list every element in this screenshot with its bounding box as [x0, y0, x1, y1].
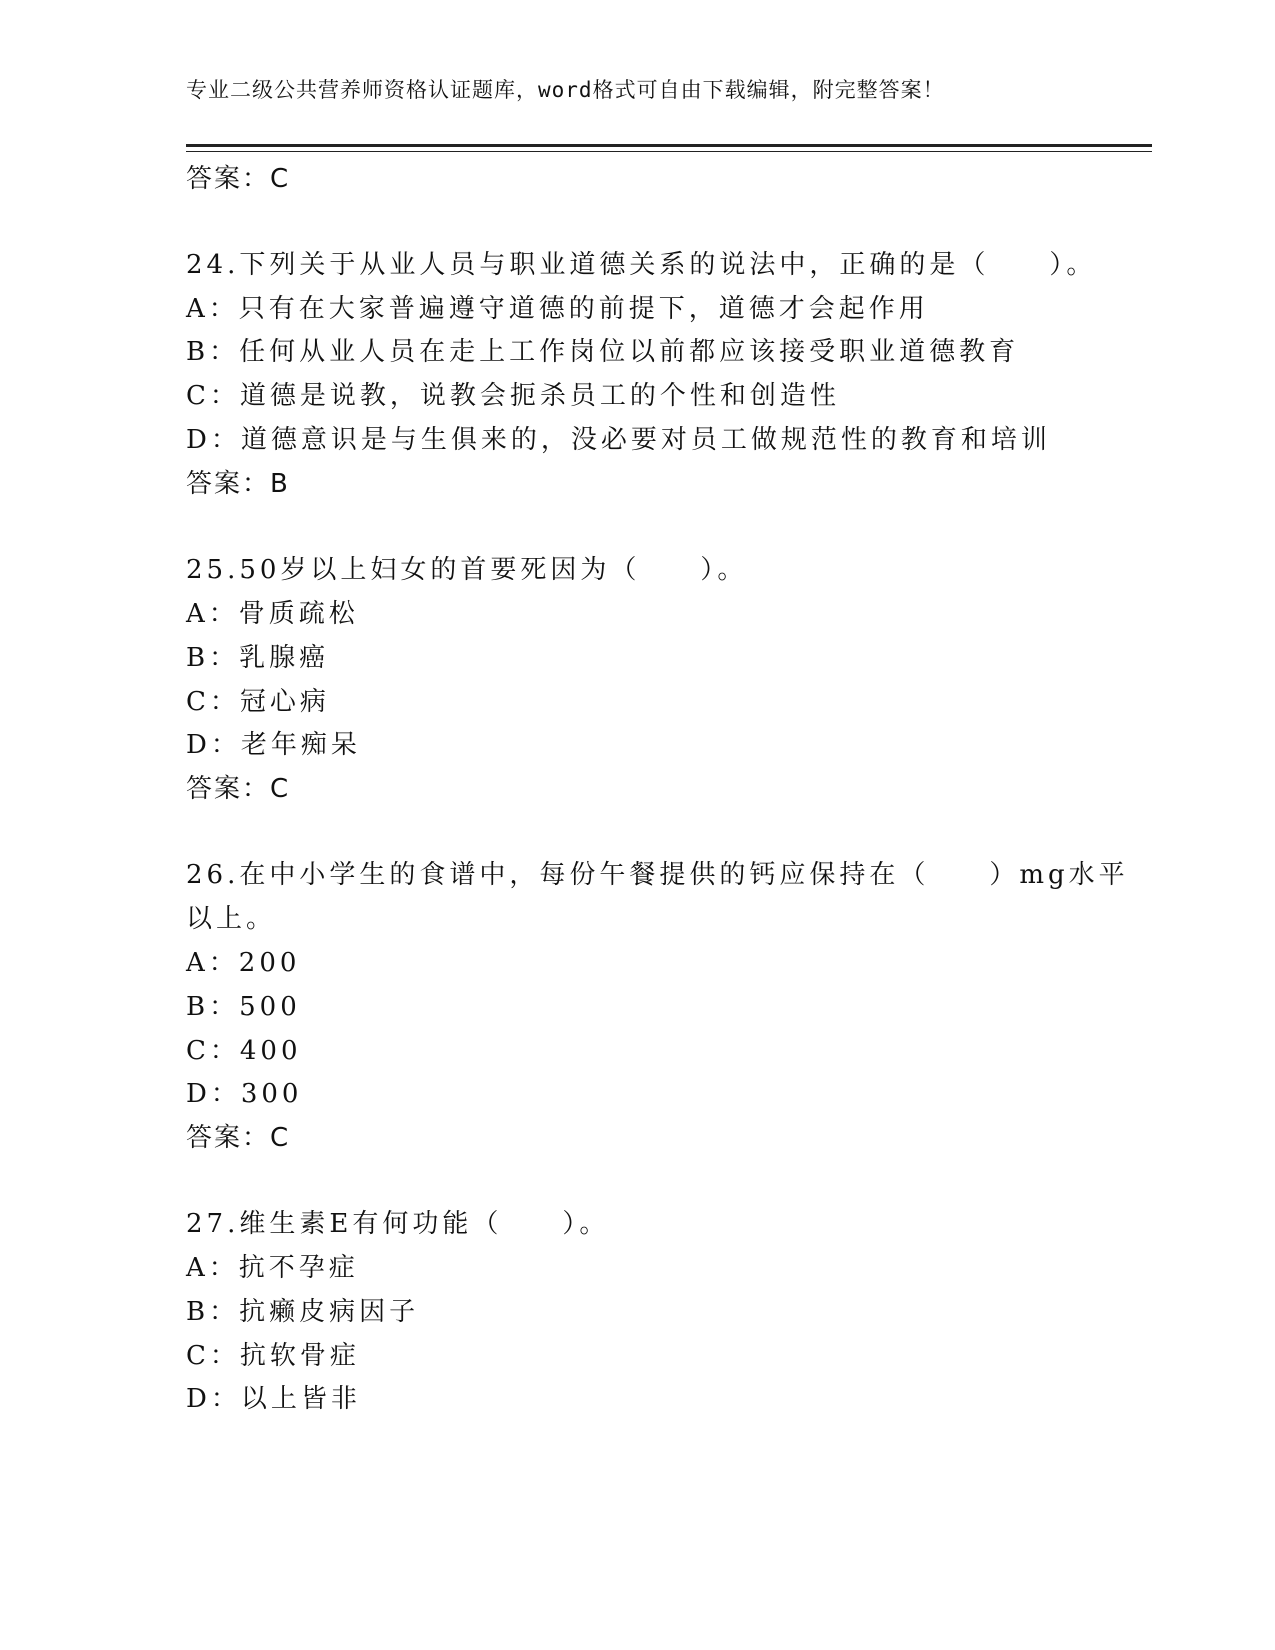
header-rule-thin [186, 151, 1152, 152]
question-27-option-d: D：以上皆非 [186, 1384, 361, 1414]
question-24-option-b: B：任何从业人员在走上工作岗位以前都应该接受职业道德教育 [186, 337, 1020, 367]
question-26-option-a: A：200 [186, 948, 301, 978]
question-27-stem: 27.维生素E有何功能（ ）。 [186, 1209, 610, 1239]
question-26-stem-continued: 以上。 [186, 904, 277, 934]
header-rule-thick [186, 144, 1152, 147]
question-25-stem: 25.50岁以上妇女的首要死因为（ ）。 [186, 555, 748, 585]
question-27-option-b: B：抗癞皮病因子 [186, 1297, 420, 1327]
question-26-option-d: D：300 [186, 1079, 303, 1109]
question-25-option-b: B：乳腺癌 [186, 643, 330, 673]
question-24-option-d: D：道德意识是与生俱来的，没必要对员工做规范性的教育和培训 [186, 425, 1051, 455]
question-24-option-a: A：只有在大家普遍遵守道德的前提下，道德才会起作用 [186, 294, 929, 324]
question-25-option-d: D：老年痴呆 [186, 730, 361, 760]
page-header: 专业二级公共营养师资格认证题库，word格式可自由下载编辑，附完整答案！ [186, 78, 945, 102]
answer-25: 答案：C [186, 774, 291, 804]
question-25-option-c: C：冠心病 [186, 687, 330, 717]
question-26-option-c: C：400 [186, 1036, 302, 1066]
answer-23: 答案：C [186, 164, 291, 194]
question-26-option-b: B：500 [186, 992, 301, 1022]
answer-24: 答案：B [186, 469, 290, 499]
answer-26: 答案：C [186, 1123, 291, 1153]
question-24-option-c: C：道德是说教，说教会扼杀员工的个性和创造性 [186, 381, 840, 411]
question-24-stem: 24.下列关于从业人员与职业道德关系的说法中，正确的是（ ）。 [186, 250, 1097, 280]
question-27-option-c: C：抗软骨症 [186, 1341, 360, 1371]
question-25-option-a: A：骨质疏松 [186, 599, 359, 629]
question-26-stem: 26.在中小学生的食谱中，每份午餐提供的钙应保持在（ ）mg水平 [186, 860, 1129, 890]
question-27-option-a: A：抗不孕症 [186, 1253, 359, 1283]
